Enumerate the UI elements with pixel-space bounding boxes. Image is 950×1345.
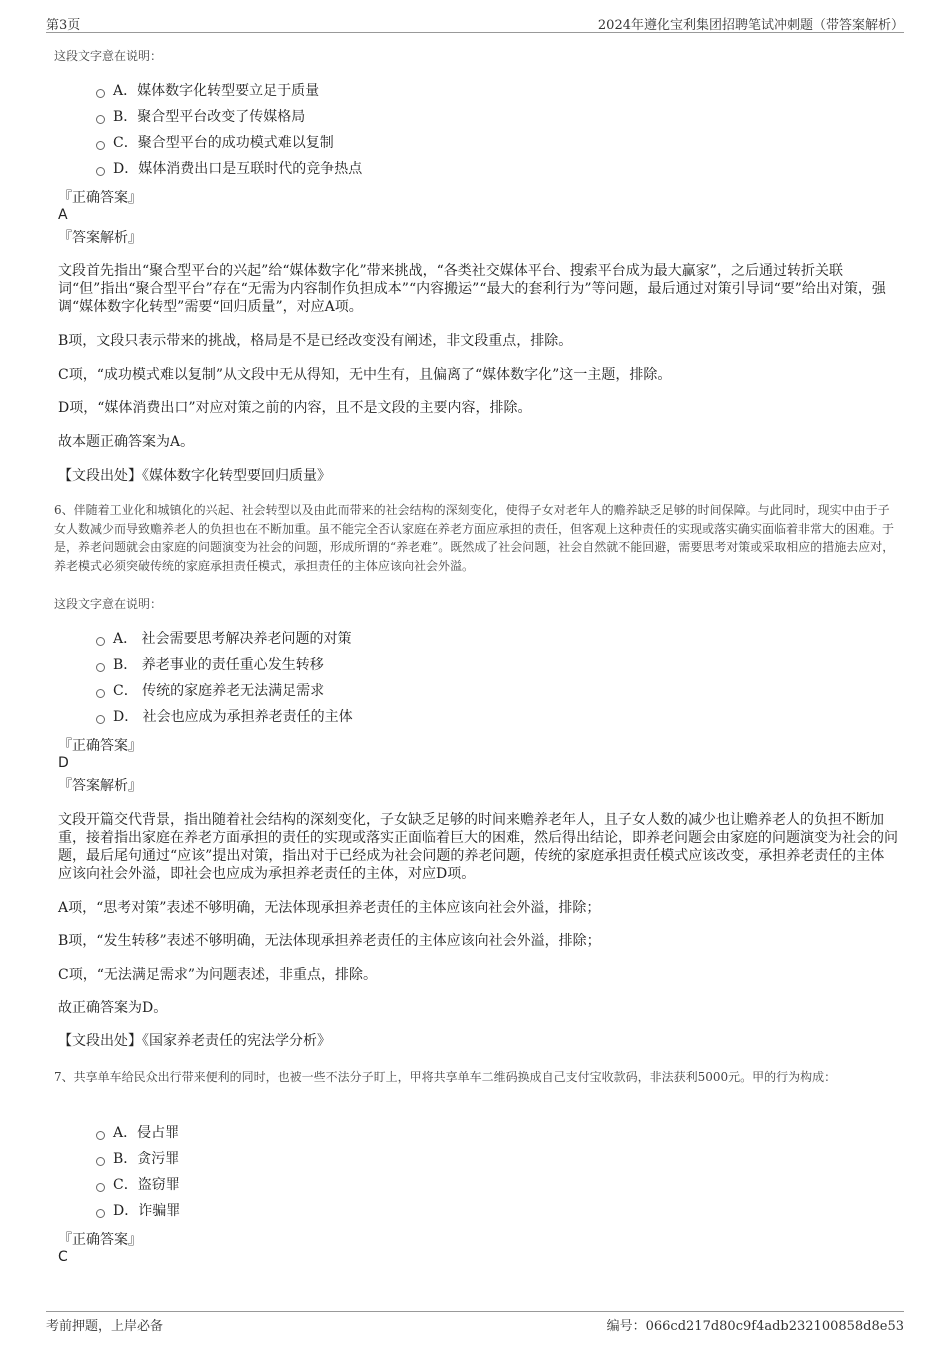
q5-conclusion: 故本题正确答案为A。 xyxy=(58,434,195,450)
option-label: B．聚合型平台改变了传媒格局 xyxy=(113,109,306,125)
q6-analysis-c: C项，“无法满足需求”为问题表述，非重点，排除。 xyxy=(58,967,378,983)
option-label: C． 传统的家庭养老无法满足需求 xyxy=(113,683,325,699)
q5-answer-label: 『正确答案』 xyxy=(58,190,142,206)
q6-prompt: 这段文字意在说明： xyxy=(54,597,163,611)
q7-option-b[interactable] xyxy=(96,1146,180,1172)
q7-option-d[interactable] xyxy=(96,1198,180,1224)
q6-conclusion: 故正确答案为D。 xyxy=(58,1000,168,1016)
q6-option-b[interactable] xyxy=(96,652,353,678)
q6-answer: D xyxy=(58,755,69,771)
q7-option-a[interactable] xyxy=(96,1120,180,1146)
option-label: A．侵占罪 xyxy=(113,1125,180,1141)
option-label: D．媒体消费出口是互联时代的竞争热点 xyxy=(113,161,363,177)
q5-options xyxy=(96,78,362,182)
radio-icon[interactable] xyxy=(96,1183,105,1192)
q7-answer: C xyxy=(58,1249,68,1265)
page-number: 第3页 xyxy=(46,18,81,33)
q5-option-b[interactable] xyxy=(96,104,362,130)
q7-answer-label: 『正确答案』 xyxy=(58,1232,142,1248)
q5-analysis-c: C项，“成功模式难以复制”从文段中无从得知，无中生有，且偏离了“媒体数字化”这一主题，排除。 xyxy=(58,367,672,383)
radio-icon[interactable] xyxy=(96,115,105,124)
q6-option-c[interactable] xyxy=(96,678,353,704)
q6-option-d[interactable] xyxy=(96,704,353,730)
q6-analysis-label: 『答案解析』 xyxy=(58,778,142,794)
radio-icon[interactable] xyxy=(96,89,105,98)
q7-stem: 7、共享单车给民众出行带来便利的同时，也被一些不法分子盯上，甲将共享单车二维码换成自己支付宝收款码，非法获利5000元。甲的行为构成： xyxy=(54,1070,837,1084)
footer-slogan: 考前押题，上岸必备 xyxy=(46,1319,164,1334)
q5-answer: A xyxy=(58,207,68,223)
option-label: C．聚合型平台的成功模式难以复制 xyxy=(113,135,334,151)
option-label: A． 社会需要思考解决养老问题的对策 xyxy=(113,631,352,647)
q6-stem: 6、伴随着工业化和城镇化的兴起、社会转型以及由此而带来的社会结构的深刻变化，使得子女对老年人的赡养缺乏足够的时间保障。与此同时，现实中由于子女人数减少而导致赡养老人的负担也在不断加重。虽不能完全否认家庭在养老方面应承担的责任，但客观上这种责任的实现或落实确实面临着非常大的困难。于是，养老问题就会由家庭的问题演变为社会的问题，形成所谓的“养老难”。既然成了社会问题，社会自然就不能回避，需要思考对策或采取相应的措施去应对，养老模式必须突破传统的家庭承担责任模式，承担责任的主体应该向社会外溢。 xyxy=(54,503,895,573)
option-label: C．盗窃罪 xyxy=(113,1177,180,1193)
option-label: D． 社会也应成为承担养老责任的主体 xyxy=(113,709,353,725)
q6-analysis-b: B项，“发生转移”表述不够明确，无法体现承担养老责任的主体应该向社会外溢，排除； xyxy=(58,933,601,949)
page-footer xyxy=(46,1311,904,1335)
radio-icon[interactable] xyxy=(96,715,105,724)
q6-answer-label: 『正确答案』 xyxy=(58,738,142,754)
q5-analysis-d: D项，“媒体消费出口”对应对策之前的内容，且不是文段的主要内容，排除。 xyxy=(58,400,532,416)
q6-analysis-paragraph: 文段开篇交代背景，指出随着社会结构的深刻变化，子女缺乏足够的时间来赡养老年人，且子女人数的减少也让赡养老人的负担不断加重，接着指出家庭在养老方面承担的责任的实现或落实正面临着巨大的困难，然后得出结论，即养老问题会由家庭的问题演变为社会的问题，最后尾句通过“应该”提出对策，指出对于已经成为社会问题的养老问题，传统的家庭承担责任模式应该改变，承担养老责任的主体应该向社会外溢，即社会也应成为承担养老责任的主体，对应D项。 xyxy=(58,812,898,882)
option-label: A．媒体数字化转型要立足于质量 xyxy=(113,83,320,99)
q5-analysis-label: 『答案解析』 xyxy=(58,230,142,246)
option-label: B． 养老事业的责任重心发生转移 xyxy=(113,657,324,673)
q5-analysis-b: B项，文段只表示带来的挑战，格局是不是已经改变没有阐述，非文段重点，排除。 xyxy=(58,333,573,349)
q5-source: 【文段出处】《媒体数字化转型要回归质量》 xyxy=(58,468,331,484)
document-title: 2024年遵化宝利集团招聘笔试冲刺题（带答案解析） xyxy=(597,18,904,33)
q5-option-d[interactable] xyxy=(96,156,362,182)
option-label: D．诈骗罪 xyxy=(113,1203,181,1219)
document-id: 编号：066cd217d80c9f4adb232100858d8e53 xyxy=(606,1319,904,1334)
radio-icon[interactable] xyxy=(96,141,105,150)
radio-icon[interactable] xyxy=(96,637,105,646)
q6-source: 【文段出处】《国家养老责任的宪法学分析》 xyxy=(58,1033,331,1049)
radio-icon[interactable] xyxy=(96,1157,105,1166)
q6-options xyxy=(96,626,353,730)
q7-options xyxy=(96,1120,180,1224)
q5-option-a[interactable] xyxy=(96,78,362,104)
q7-option-c[interactable] xyxy=(96,1172,180,1198)
q6-option-a[interactable] xyxy=(96,626,353,652)
q5-analysis-paragraph: 文段首先指出“聚合型平台的兴起”给“媒体数字化”带来挑战，“各类社交媒体平台、搜索平台成为最大赢家”，之后通过转折关联词“但”指出“聚合型平台”存在“无需为内容制作负担成本”“内容搬运”“最大的套利行为”等问题，最后通过对策引导词“要”给出对策，强调“媒体数字化转型”需要“回归质量”，对应A项。 xyxy=(58,263,886,315)
page-header xyxy=(46,14,904,33)
radio-icon[interactable] xyxy=(96,663,105,672)
radio-icon[interactable] xyxy=(96,689,105,698)
radio-icon[interactable] xyxy=(96,1209,105,1218)
radio-icon[interactable] xyxy=(96,167,105,176)
q5-prompt: 这段文字意在说明： xyxy=(54,49,163,63)
q6-analysis-a: A项，“思考对策”表述不够明确，无法体现承担养老责任的主体应该向社会外溢，排除； xyxy=(58,900,601,916)
option-label: B．贪污罪 xyxy=(113,1151,180,1167)
radio-icon[interactable] xyxy=(96,1131,105,1140)
q5-option-c[interactable] xyxy=(96,130,362,156)
